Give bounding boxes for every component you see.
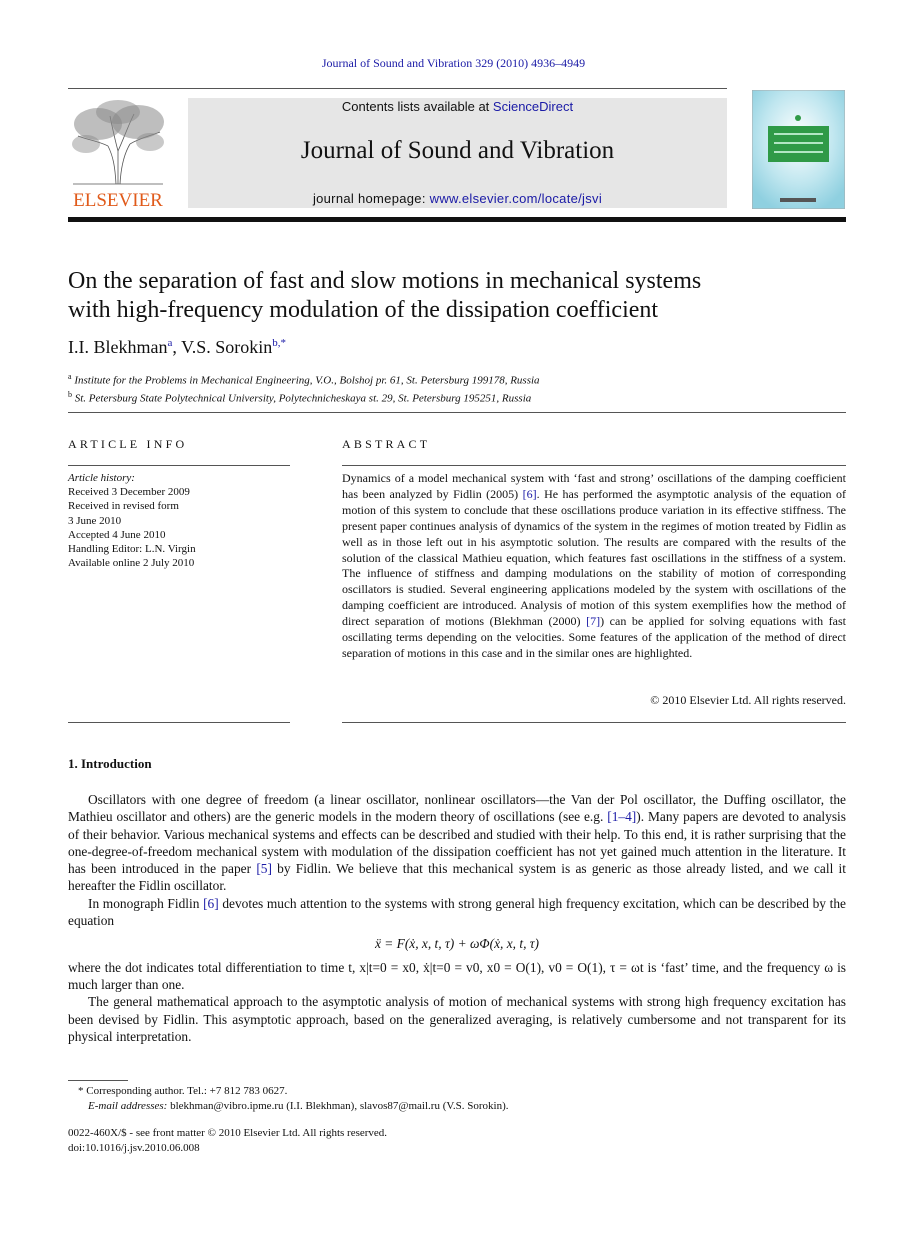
aff-b-text: St. Petersburg State Polytechnical University, Polytechnicheskaya st. 29, St. Petersburg 195251, Russia — [74, 392, 532, 405]
journal-cover-icon — [752, 90, 845, 209]
aff-a-text: Institute for the Problems in Mechanical Engineering, V.O., Bolshoj pr. 61, St. Petersburg 199178, Russia — [74, 374, 540, 387]
ref-1-4-link[interactable]: [1–4] — [607, 809, 637, 825]
affiliations — [68, 370, 848, 405]
doi-line[interactable]: doi:10.1016/j.jsv.2010.06.008 — [68, 1142, 200, 1154]
abstract-text — [342, 471, 846, 662]
article-info-rule-top — [68, 465, 290, 466]
handling-editor: Handling Editor: L.N. Virgin — [68, 543, 196, 556]
p2-part-b: devotes much attention to the systems with strong general high frequency excitation, which can be described by the equation — [68, 895, 846, 929]
email-note — [78, 1099, 838, 1114]
affiliation-rule — [68, 412, 846, 413]
article-info-rule-bottom — [68, 722, 290, 723]
ref-6-link[interactable]: [6] — [522, 486, 537, 501]
elsevier-logo — [68, 96, 168, 208]
abstract-part-2: . He has performed the asymptotic analysis of the equation of motion of this system to conclude that these oscillations produce variation in its effective stiffness. The present paper continues analysis of dynamics of the system in the regimes of motion treated by Fidlin as well as in those left out in his asymptotic solution. The results are compared with the results of the solution of the classical Mathieu equation, which features fast oscillations in the stiffness of a system. The influence of stiffness and damping modulations on the stability of motion of corresponding oscillators is studied. Several engineering applications modeled by the system with oscillations of the damping coefficient are introduced. Analysis of motion of this system exemplifies how the method of direct separation of motions (Blekhman (2000) — [342, 486, 846, 629]
revised-label: Received in revised form — [68, 500, 179, 513]
abstract-heading: ABSTRACT — [342, 437, 431, 451]
abstract-rule-top — [342, 465, 846, 466]
footnotes — [78, 1084, 838, 1114]
received-date: Received 3 December 2009 — [68, 486, 190, 499]
p1-part-a: Oscillators with one degree of freedom (a linear oscillator, nonlinear oscillators—the Van der Pol oscillator, the Duffing oscillator, the Mathieu oscillator and others) are the generic models in the modern theory of oscillations (see e.g. — [68, 792, 846, 825]
contents-line — [188, 99, 727, 114]
title-line-1: On the separation of fast and slow motions in mechanical systems — [68, 268, 702, 294]
p1-part-b: ). Many papers are devoted to analysis of their behavior. Various mechanical systems and effects can be described and studied with their help. To this end, it is rather surprising that the one-degree-of-freedom mechanical system with modulation of the dissipation coefficient has not yet gained much attention in the literature. It has been introduced in the paper — [68, 809, 846, 877]
header-thick-rule — [68, 217, 846, 222]
abstract-part-3: ) can be applied for solving equations with fast oscillating terms depending on the velocities. Some features of the application of the method of direct separation of motions in this case and in the similar ones are highlighted. — [342, 614, 847, 660]
svg-text:ELSEVIER: ELSEVIER — [73, 190, 163, 208]
email-label: E-mail addresses: — [88, 1100, 168, 1112]
header-rule — [68, 88, 727, 89]
section-heading-introduction: 1. Introduction — [68, 756, 152, 771]
homepage-prefix: journal homepage: — [312, 191, 430, 206]
journal-citation[interactable]: Journal of Sound and Vibration 329 (2010) 4936–4949 — [321, 56, 586, 70]
footnote-rule — [68, 1080, 128, 1081]
ref-5-link[interactable]: [5] — [256, 861, 272, 877]
paragraph-1 — [68, 791, 846, 895]
abstract-copyright: © 2010 Elsevier Ltd. All rights reserved. — [650, 693, 846, 707]
equation-1: ẍ = F(ẋ, x, t, τ) + ωΦ(ẋ, x, t, τ) — [374, 936, 540, 952]
p2-part-a: In monograph Fidlin — [88, 895, 204, 911]
affiliation-a — [68, 370, 848, 388]
paragraph-3: where the dot indicates total differentiation to time t, x|t=0 = x0, ẋ|t=0 = v0, x0 = O(1), v0 = O(1), τ = ωt is ‘fast’ time, and the frequency ω is much larger than one. — [68, 959, 846, 992]
abstract-part-1: Dynamics of a model mechanical system with ‘fast and strong’ oscillations of the damping coefficient has been analyzed by Fidlin (2005) — [342, 471, 846, 501]
ref-6-body-link[interactable]: [6] — [203, 895, 219, 911]
aff-b-sup: b — [68, 389, 72, 399]
aff-a-sup: a — [68, 372, 72, 381]
affiliation-marker-a[interactable]: a — [167, 337, 173, 349]
article-history — [68, 471, 290, 570]
affiliation-marker-b[interactable]: b,* — [272, 337, 287, 349]
author-blekhman: I.I. Blekhman — [68, 337, 168, 357]
homepage-line — [188, 191, 727, 206]
issn-line: 0022-460X/$ - see front matter © 2010 Elsevier Ltd. All rights reserved. — [68, 1127, 388, 1139]
author-separator: , — [172, 337, 182, 357]
history-label: Article history: — [68, 472, 135, 484]
ref-7-link[interactable]: [7] — [586, 614, 601, 629]
article-info-heading: ARTICLE INFO — [68, 437, 188, 451]
homepage-link[interactable]: www.elsevier.com/locate/jsvi — [429, 191, 603, 206]
elsevier-tree-icon — [68, 96, 168, 208]
p1-part-c: by Fidlin. We believe that this mechanical system is as generic as those already listed, and we call it hereafter the Fidlin oscillator. — [68, 861, 846, 894]
affiliation-b — [68, 388, 848, 406]
sciencedirect-link[interactable]: ScienceDirect — [492, 99, 574, 114]
issn-block — [68, 1126, 568, 1156]
contents-prefix: Contents lists available at — [341, 99, 493, 114]
paragraph-2 — [68, 895, 846, 930]
author-list — [68, 337, 848, 358]
author-sorokin: V.S. Sorokin — [181, 337, 273, 357]
article-title — [68, 267, 848, 325]
journal-title: Journal of Sound and Vibration — [300, 137, 615, 164]
introduction-body — [68, 791, 846, 1045]
paragraph-4: The general mathematical approach to the asymptotic analysis of motion of mechanical systems with strong high frequency excitation has been devised by Fidlin. This asymptotic approach, based on the generalized averaging, is relatively cumbersome and not transparent for its physical interpretation. — [68, 994, 846, 1044]
revised-date: 3 June 2010 — [68, 514, 122, 527]
online-date: Available online 2 July 2010 — [68, 557, 195, 570]
abstract-rule-bottom — [342, 722, 846, 723]
accepted-date: Accepted 4 June 2010 — [68, 528, 166, 541]
corresponding-author-note: * Corresponding author. Tel.: +7 812 783 0627. — [78, 1085, 288, 1097]
journal-cover-thumbnail[interactable] — [752, 90, 845, 209]
email-addresses[interactable]: blekhman@vibro.ipme.ru (I.I. Blekhman), slavos87@mail.ru (V.S. Sorokin). — [167, 1100, 509, 1112]
title-line-2: with high-frequency modulation of the dissipation coefficient — [68, 297, 659, 323]
